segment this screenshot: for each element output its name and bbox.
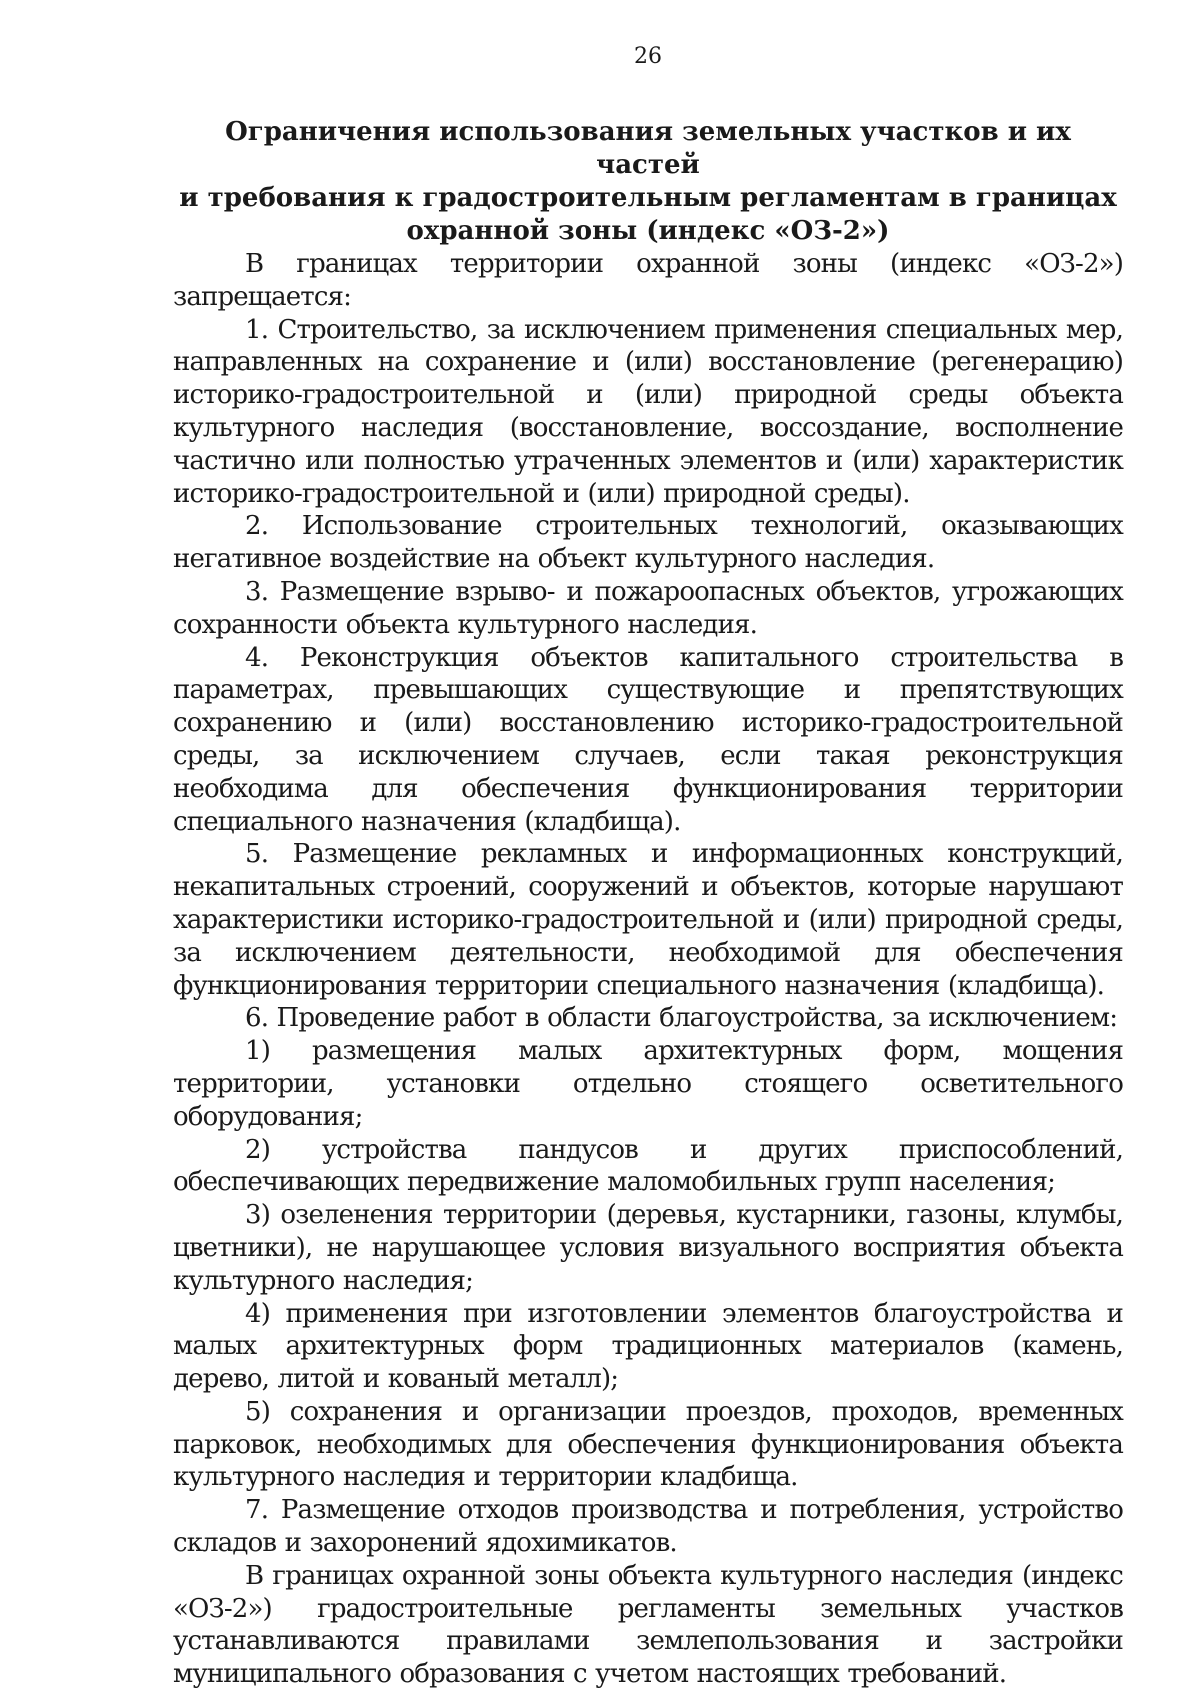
- sub-item-4-materials: 4) применения при изготовлении элементов благоустройства и малых архитектурных форм традиционных материалов (камень, дерево, литой и кованый металл);: [173, 1298, 1123, 1395]
- sub-item-5-driveways: 5) сохранения и организации проездов, проходов, временных парковок, необходимых для обеспечения функционирования объекта культурного наследия и территории кладбища.: [173, 1396, 1123, 1493]
- list-item-6-landscaping: 6. Проведение работ в области благоустройства, за исключением:: [245, 1003, 1118, 1034]
- list-item-1-construction: 1. Строительство, за исключением применения специальных мер, направленных на сохранение и (или) восстановление (регенерацию) историко-градостроительной и (или) природной среды объекта культурного наследия (восстановление, воссоздание, восполнение частично или полностью утраченных элементов и (или) характеристик историко-градостроительной и (или) природной среды).: [173, 314, 1123, 509]
- closing-paragraph: В границах охранной зоны объекта культурного наследия (индекс «ОЗ-2») градостроительные регламенты земельных участков устанавливаются правилами землепользования и застройки муниципального образования с учетом настоящих требований.: [173, 1560, 1123, 1690]
- intro-paragraph: В границах территории охранной зоны (индекс «ОЗ-2») запрещается:: [173, 249, 1123, 312]
- section-title: [173, 116, 1123, 248]
- sub-item-2-ramps: 2) устройства пандусов и других приспособлений, обеспечивающих передвижение маломобильных групп населения;: [173, 1134, 1123, 1198]
- sub-item-3-greening: 3) озеленения территории (деревья, кустарники, газоны, клумбы, цветники), не нарушающее условия визуального восприятия объекта культурного наследия;: [173, 1200, 1123, 1296]
- section-title-line-1: Ограничения использования земельных участков и их частей: [225, 117, 1071, 180]
- list-item-3-hazardous-objects: 3. Размещение взрыво- и пожароопасных объектов, угрожающих сохранности объекта культурного наследия.: [173, 576, 1123, 640]
- section-title-line-3: охранной зоны (индекс «ОЗ-2»): [406, 216, 890, 246]
- list-item-2-technologies: 2. Использование строительных технологий, оказывающих негативное воздействие на объект культурного наследия.: [173, 511, 1123, 575]
- list-item-7-waste: 7. Размещение отходов производства и потребления, устройство складов и захоронений ядохимикатов.: [173, 1495, 1123, 1559]
- list-item-4-reconstruction: 4. Реконструкция объектов капитального строительства в параметрах, превышающих существующие и препятствующих сохранению и (или) восстановлению историко-градостроительной среды, за исключением случаев, если такая реконструкция необходима для обеспечения функционирования территории специального назначения (кладбища).: [173, 642, 1123, 837]
- page-number: 26: [634, 44, 662, 69]
- list-item-5-advertising: 5. Размещение рекламных и информационных конструкций, некапитальных строений, сооружений и объектов, которые нарушают характеристики историко-градостроительной и (или) природной среды, за исключением деятельности, необходимой для обеспечения функционирования территории специального назначения (кладбища).: [173, 839, 1123, 1001]
- sub-item-1-small-forms: 1) размещения малых архитектурных форм, мощения территории, установки отдельно стоящего осветительного оборудования;: [173, 1036, 1123, 1132]
- document-body: [173, 248, 1123, 1691]
- section-title-line-2: и требования к градостроительным регламентам в границах: [179, 183, 1117, 213]
